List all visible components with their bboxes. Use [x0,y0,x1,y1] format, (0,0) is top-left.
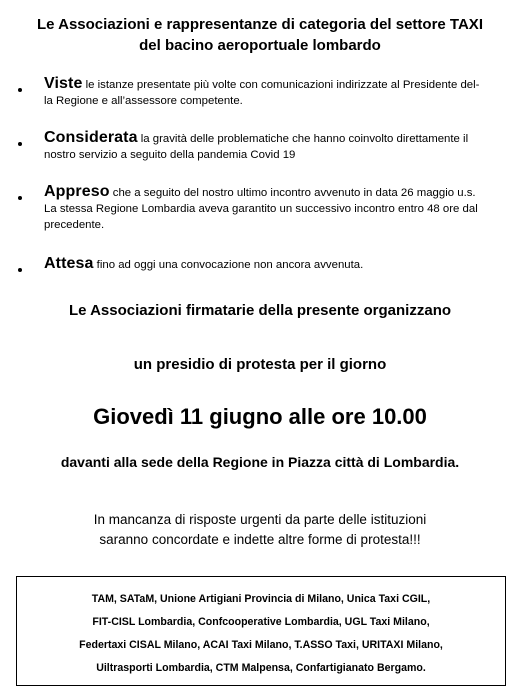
signatories-line-2: FIT-CISL Lombardia, Confcooperative Lombardia, UGL Taxi Milano, [92,616,430,628]
bullet-dot-icon [18,88,22,92]
event-location: davanti alla sede della Regione in Piazza città di Lombardia. [60,454,460,470]
event-date: Giovedì 11 giugno alle ore 10.00 [93,404,427,429]
bullet-lead: Appreso [44,183,110,200]
closing-line-2: saranno concordate e indette altre forme di protesta!!! [99,532,421,547]
signatories-box [16,576,506,686]
bullet-body: le istanze presentate più volte con comunicazioni indirizzate al Presidente del- [82,79,480,91]
organize-statement: Le Associazioni firmatarie della presente organizzano [68,302,452,319]
bullet-body-cont: la Regione e all’assessore competente. [44,95,243,107]
header [0,14,520,56]
signatories-line-4: Uiltrasporti Lombardia, CTM Malpensa, Confartigianato Bergamo. [96,662,426,674]
bullet-body: fino ad oggi una convocazione non ancora avvenuta. [93,259,364,271]
header-line-1: Le Associazioni e rappresentanze di categoria del settore TAXI [37,16,483,33]
bullet-body: che a seguito del nostro ultimo incontro avvenuto in data 26 maggio u.s. [109,187,476,199]
bullet-body-cont: precedente. [44,219,105,231]
header-line-2: del bacino aeroportuale lombardo [139,37,381,54]
bullet-body: la gravità delle problematiche che hanno coinvolto direttamente il [137,133,469,145]
bullet-lead: Considerata [44,129,138,146]
bullet-body-cont: nostro servizio a seguito della pandemia Covid 19 [44,149,296,161]
closing-line-1: In mancanza di risposte urgenti da parte delle istituzioni [93,512,427,527]
bullet-lead: Viste [44,75,83,92]
signatories-line-3: Federtaxi CISAL Milano, ACAI Taxi Milano, T.ASSO Taxi, URITAXI Milano, [79,639,443,651]
bullet-text [44,76,514,109]
bullet-dot-icon [18,196,22,200]
closing-statement [0,510,520,550]
bullet-dot-icon [18,268,22,272]
bullet-body-cont: La stessa Regione Lombardia aveva garantito un successivo incontro entro 48 ore dal [44,203,478,215]
bullet-text [44,130,514,163]
bullet-lead: Attesa [44,255,94,272]
bullet-dot-icon [18,142,22,146]
bullet-text [44,256,514,273]
bullet-text [44,184,514,233]
presidio-statement: un presidio di protesta per il giorno [133,356,387,373]
signatories-line-1: TAM, SATaM, Unione Artigiani Provincia di Milano, Unica Taxi CGIL, [91,593,431,605]
